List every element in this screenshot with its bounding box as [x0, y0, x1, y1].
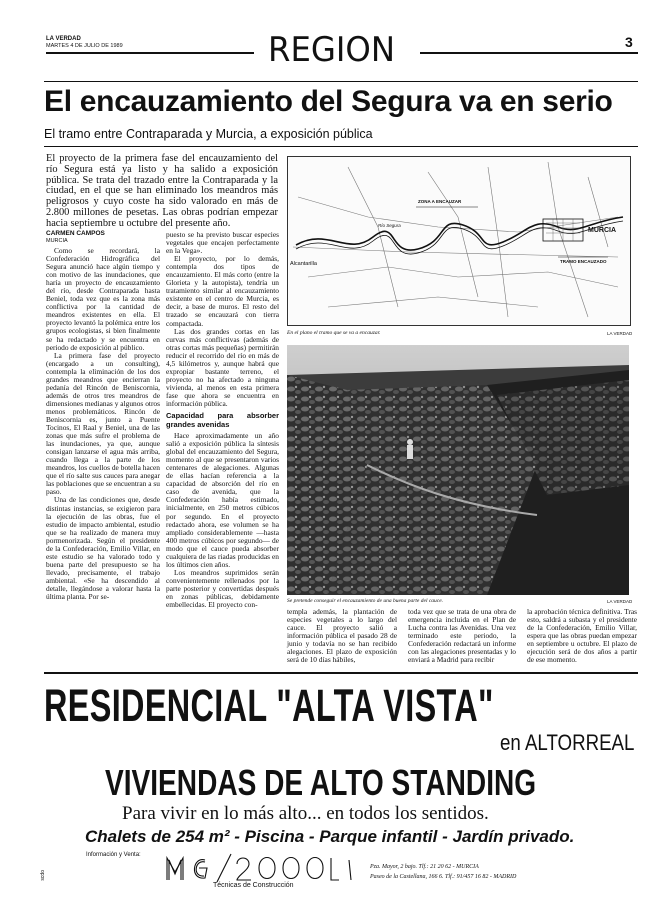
advert-headline: VIVIENDAS DE ALTO STANDING	[105, 762, 537, 803]
map-label-murcia: MURCIA	[588, 227, 616, 234]
advert-features: Chalets de 254 m² - Piscina - Parque infantil - Jardín privado.	[85, 827, 575, 846]
photo-caption: Se pretende conseguir el encauzamiento de una buena parte del cauce.	[287, 598, 444, 604]
map-credit: LA VERDAD	[607, 331, 633, 336]
address-murcia: Pza. Mayor, 2 bajo. Tlf.: 21 20 62 - MURCIA	[370, 864, 479, 870]
paragraph: Como se recordará, la Confederación Hidrográfica del Segura anunció hace algún tiempo y con motivo de las inundaciones, que haría un proyecto de encauzamiento del río, desde Contraparada hasta Beniel, toda vez que es la zona más conflictiva por la cantidad de meandros existentes en ella. El proyecto levantó la polémica entre los grupos ecologistas, si bien finalmente se ha redactado y se encuentra en periodo de exposición al público.	[46, 246, 160, 352]
river-map	[287, 156, 631, 326]
advert-top-rule	[44, 672, 638, 674]
masthead-rule-right	[420, 52, 638, 54]
map-label-zone: ZONA A ENCAUZAR	[418, 199, 462, 204]
agency-mark: scdo	[40, 870, 46, 881]
section-heading: Capacidad para absorber grandes avenidas	[166, 411, 279, 429]
article-column-4	[408, 608, 516, 664]
headline-rule	[44, 81, 638, 82]
subhead-rule	[44, 146, 638, 147]
paragraph: toda vez que se trata de una obra de emergencia incluida en el Plan de Lucha contra las Avenidas. Una vez terminado este periodo, la Confederación redactará un informe con las alegaciones presentadas y lo enviará a Madrid para recibir	[408, 607, 516, 665]
article-headline: El encauzamiento del Segura va en serio	[44, 85, 613, 118]
paragraph: Una de las condiciones que, desde distintas instancias, se exigieron para la ejecución de las obras, fue el estudio de impacto ambiental, estudio que se ha realizado de manera muy pormenorizada. Según el presidente de la Confederación, Emilio Villar, en este estudio se ha valorado todo y buena parte del presupuesto se ha llevado, precisamente, el trabajo ambiental. «Se ha descendido al detalle, llegándose a valorar hasta la última planta. Por se-	[46, 495, 160, 602]
advert-info-label: Información y Venta:	[86, 852, 141, 858]
article-subhead: El tramo entre Contraparada y Murcia, a exposición pública	[44, 127, 373, 141]
article-column-2	[166, 231, 279, 609]
article-column-1	[46, 247, 160, 601]
paragraph: templa además, la plantación de especies vegetales a lo largo del cauce. El proyecto salió a información pública el pasado 28 de junio y todavía no se han recibido alegaciones. El plazo de exposición será de 10 días hábiles,	[287, 607, 397, 665]
paragraph: El proyecto, por lo demás, contempla dos tipos de encauzamiento. El más corto (entre la Glorieta y la autopista), tendría un tratamiento similar al encauzamiento existente en el centro de Murcia, es decir, a base de muros. El resto del trazado se encauzará con tierra compactada.	[166, 254, 279, 328]
map-label-river: Río Segura	[378, 223, 401, 228]
paragraph: puesto se ha previsto buscar especies vegetales que encajen perfectamente en la Vega».	[166, 230, 279, 256]
map-label-alcantarilla: Alcantarilla	[290, 261, 317, 267]
photo-credit: LA VERDAD	[607, 599, 633, 604]
section-title: REGION	[268, 30, 396, 70]
advert-tagline: Para vivir en lo más alto... en todos los sentidos.	[122, 803, 489, 824]
paragraph: la aprobación técnica definitiva. Tras esto, saldrá a subasta y el presidente de la Confederación, Emilio Villar, espera que las obras puedan empezar en septiembre u octubre. El plazo de ejecución será de dos años a partir de ese momento.	[527, 607, 637, 665]
logo-drawing	[165, 850, 365, 884]
article-column-3	[287, 608, 397, 664]
address-madrid: Paseo de la Castellana, 166 6. Tlf.: 91/457 16 82 - MADRID	[370, 874, 517, 880]
paragraph: Las dos grandes cortas en las curvas más conflictivas (además de otras cortas más pequeñas) permitirán reducir el recorrido del río en más de 4,5 kilómetros y, aunque habrá que expropiar bastante terreno, el proyecto no ha afectado a ninguna vivienda, al menos en esta primera fase que ahora se encuentra en información pública.	[166, 326, 279, 408]
paragraph: La primera fase del proyecto (encargado a un consulting), contempla la eliminación de los dos grandes meandros que encierran la pedanía del Rincón de Beniscornia, además de otros tres meandros de dimensiones medianas y algunos otros menos problemáticos. Rincón de Beniscornia es, junto a Puente Tocinos, El Raal y Beniel, una de las zonas que más sufre el problema de las inundaciones, ya que, aunque consigan lanzarse el agua más arriba, cuando llega a la parte de los meandros, los cuellos de botella hacen que el río salte sus cauces para anegar las poblaciones que se encuentran a su paso.	[46, 350, 160, 497]
map-drawing	[288, 157, 630, 325]
issue-date: MARTES 4 DE JULIO DE 1989	[46, 43, 123, 49]
advert-place: en ALTORREAL	[500, 730, 635, 755]
article-lead: El proyecto de la primera fase del encauzamiento del río Segura está ya listo y ha salido a exposición pública. Se trata del trazado entre la Contraparada y la ciudad, en el que se han eliminado los meandros más peligrosos y cuyo coste ha sido valorado en más de 2.800 millones de pesetas. Las obras podrían empezar hacia septiembre u octubre del presente año.	[46, 153, 278, 229]
page-number: 3	[625, 34, 633, 50]
advert-title: RESIDENCIAL "ALTA VISTA"	[44, 680, 494, 731]
paragraph: Hace aproximadamente un año salió a exposición pública la síntesis global del encauzamiento del Segura, momento al que se presentaron varios centenares de alegaciones. Algunas de ellas hacían referencia a la capacidad de absorción del río en caso de avenida, que la Confederación había estimado, inicialmente, en 250 metros cúbicos por segundo. En el proyecto redactado ahora, ese volumen se ha ampliado considerablemente —hasta 400 metros cúbicos por segundo— de modo que el cauce pueda absorber cualquiera de las riadas producidas en los últimos cien años.	[166, 431, 279, 569]
article-column-5	[527, 608, 637, 664]
newspaper-name: LA VERDAD	[46, 36, 81, 42]
map-caption: En el plano el tramo que se va a encauzar.	[287, 330, 381, 336]
byline-place: MURCIA	[46, 238, 68, 244]
map-label-channeled: TRAMO ENCAUZADO	[560, 259, 607, 264]
logo-subtitle: Técnicas de Construcción	[213, 882, 294, 889]
masthead-rule-left	[46, 52, 254, 54]
photo-drawing	[287, 345, 629, 595]
riverbank-photo	[287, 345, 629, 595]
byline: CARMEN CAMPOS	[46, 230, 105, 237]
paragraph: Los meandros suprimidos serán convenientemente rellenados por la parte posterior y convertidas después en zonas públicas, debidamente embellecidas. El proyecto con-	[166, 567, 279, 610]
